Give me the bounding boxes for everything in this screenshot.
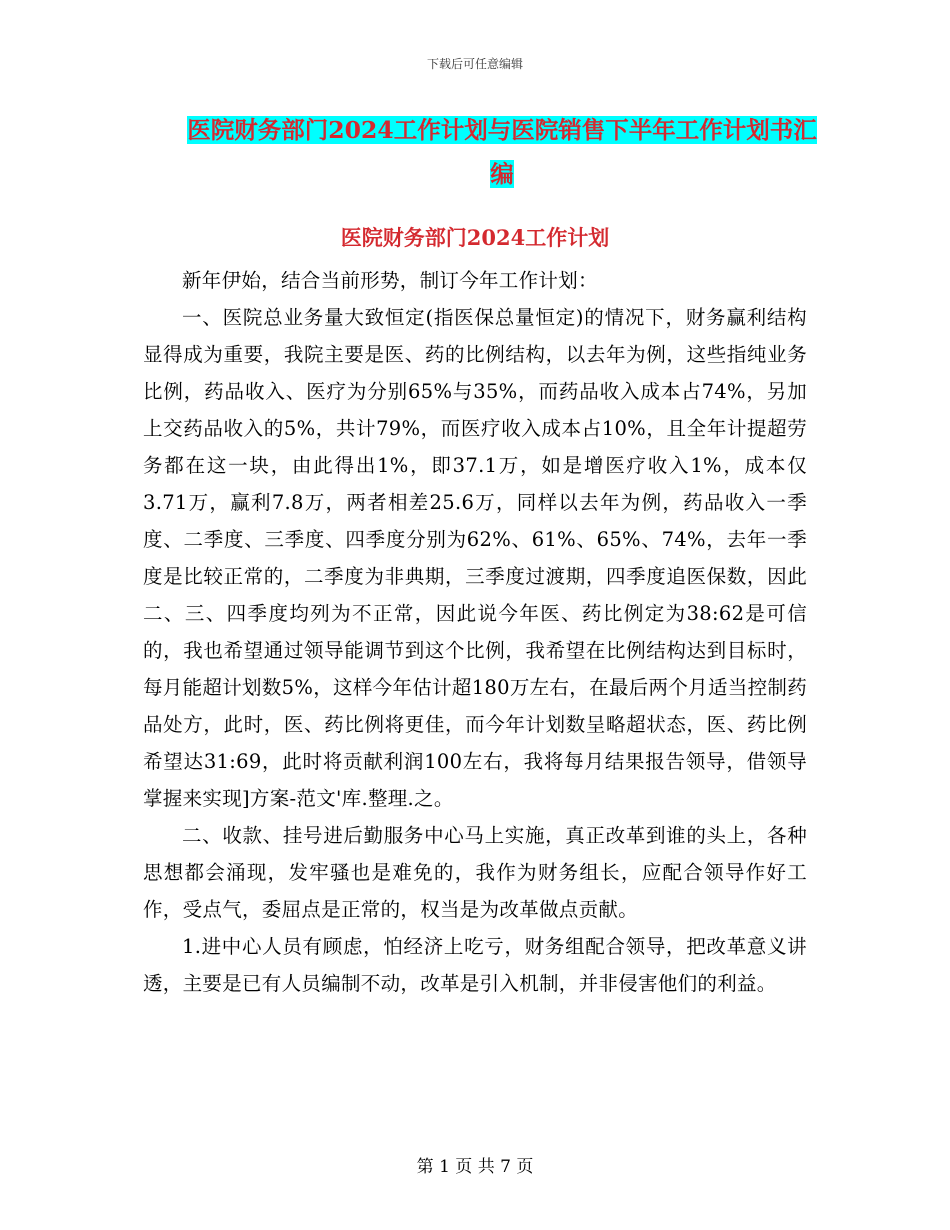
document-title-highlight: 医院财务部门2024工作计划与医院销售下半年工作计划书汇编	[187, 116, 817, 188]
header-note: 下载后可任意编辑	[426, 57, 523, 71]
paragraph-3: 1.进中心人员有顾虑，怕经济上吃亏，财务组配合领导，把改革意义讲透，主要是已有人员编制不动，改革是引入机制，并非侵害他们的利益。	[143, 935, 807, 995]
section-title: 医院财务部门2024工作计划	[340, 225, 610, 250]
paragraph-1: 一、医院总业务量大致恒定(指医保总量恒定)的情况下，财务赢利结构显得成为重要，我院主要是医、药的比例结构，以去年为例，这些指纯业务比例，药品收入、医疗为分别65%与35%，而药品收入成本占74%，另加上交药品收入的5%，共计79%，而医疗收入成本占10%，且全年计提超劳务都在这一块，由此得出1%，即37.1万，如是增医疗收入1%，成本仅3.71万，赢利7.8万，两者相差25.6万，同样以去年为例，药品收入一季度、二季度、三季度、四季度分别为62%、61%、65%、74%，去年一季度是比较正常的，二季度为非典期，三季度过渡期，四季度追医保数，因此二、三、四季度均列为不正常，因此说今年医、药比例定为38:62是可信的，我也希望通过领导能调节到这个比例，我希望在比例结构达到目标时，每月能超计划数5%，这样今年估计超180万左右，在最后两个月适当控制药品处方，此时，医、药比例将更佳，而今年计划数呈略超状态，医、药比例希望达31:69，此时将贡献利润100左右，我将每月结果报告领导，借领导掌握来实现]方案-范文'库.整理.之。	[143, 306, 807, 810]
paragraph-2: 二、收款、挂号进后勤服务中心马上实施，真正改革到谁的头上，各种思想都会涌现，发牢骚也是难免的，我作为财务组长，应配合领导作好工作，受点气，委屈点是正常的，权当是为改革做点贡献。	[143, 824, 807, 921]
document-body	[143, 262, 807, 1002]
document-title	[182, 108, 822, 196]
paragraph-intro: 新年伊始，结合当前形势，制订今年工作计划：	[182, 269, 598, 292]
page-number: 第 1 页 共 7 页	[416, 1157, 534, 1177]
